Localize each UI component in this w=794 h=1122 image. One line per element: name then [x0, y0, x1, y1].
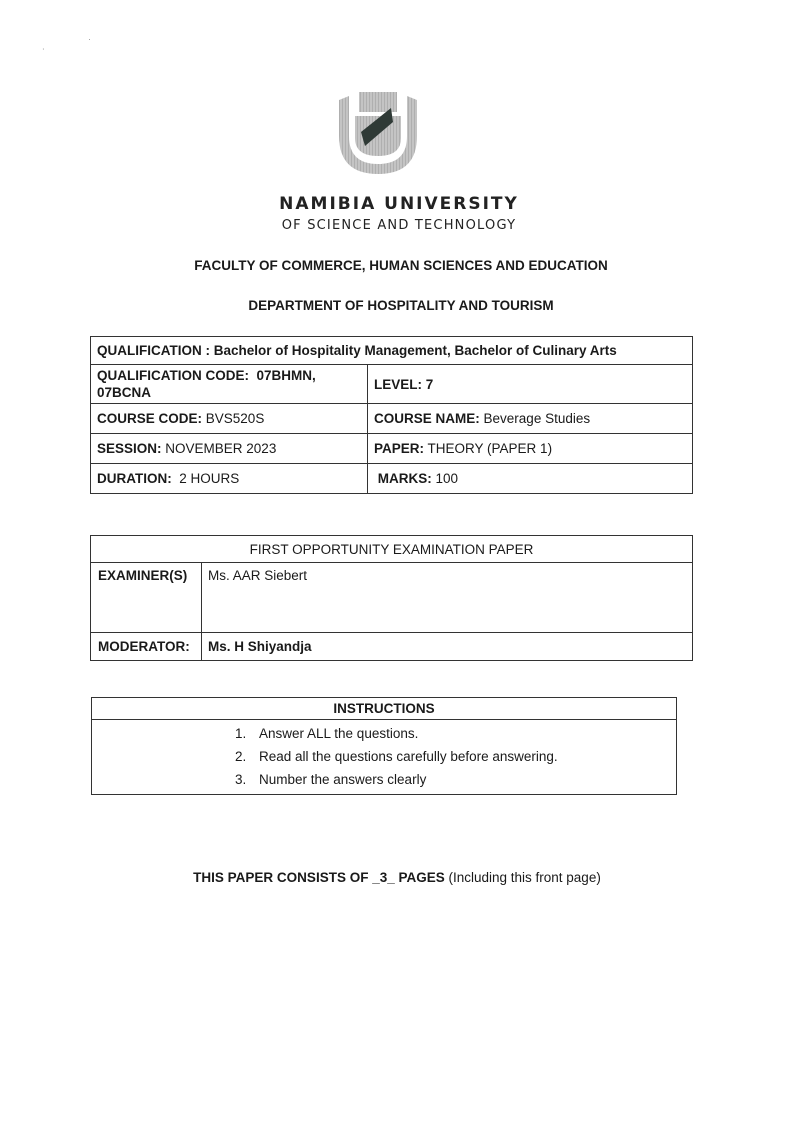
- moderator-value: Ms. H Shiyandja: [202, 633, 693, 661]
- instruction-number: 1.: [235, 726, 247, 741]
- paper-label: PAPER:: [374, 441, 425, 456]
- instruction-item: [92, 722, 676, 745]
- faculty-heading: FACULTY OF COMMERCE, HUMAN SCIENCES AND EDUCATION: [194, 258, 608, 273]
- session-label: SESSION:: [97, 441, 162, 456]
- level-cell: [368, 365, 693, 404]
- university-name: NAMIBIA UNIVERSITY: [279, 194, 519, 214]
- university-subtitle: OF SCIENCE AND TECHNOLOGY: [281, 218, 517, 233]
- duration-label: DURATION:: [97, 471, 172, 486]
- scan-speck: ·: [88, 34, 91, 44]
- session-cell: [91, 434, 368, 464]
- qualification-cell: QUALIFICATION : Bachelor of Hospitality Management, Bachelor of Culinary Arts: [91, 337, 693, 365]
- paper-value: THEORY (PAPER 1): [427, 441, 553, 456]
- instruction-number: 3.: [235, 772, 247, 787]
- course-name-cell: [368, 404, 693, 434]
- qualification-code-value: 07BHMN, 07BCNA: [97, 368, 316, 400]
- level-value: 7: [425, 376, 434, 392]
- examination-table: [90, 535, 693, 661]
- page-count-rest: (Including this front page): [444, 870, 601, 885]
- instruction-text: Answer ALL the questions.: [259, 726, 419, 741]
- instruction-item: [92, 768, 676, 791]
- marks-value: 100: [435, 471, 459, 486]
- instruction-number: 2.: [235, 749, 247, 764]
- instructions-list: [92, 720, 676, 794]
- qualification-code-cell: [91, 365, 368, 404]
- course-name-value: Beverage Studies: [483, 411, 591, 426]
- page-count-note: [0, 870, 794, 885]
- page-count-bold: THIS PAPER CONSISTS OF _3_ PAGES: [193, 870, 445, 885]
- level-label: LEVEL:: [374, 376, 423, 392]
- moderator-label: MODERATOR:: [91, 633, 202, 661]
- department-heading: DEPARTMENT OF HOSPITALITY AND TOURISM: [248, 298, 554, 313]
- instruction-item: [92, 745, 676, 768]
- qualification-table: [90, 336, 693, 494]
- duration-value: 2 HOURS: [179, 471, 240, 486]
- examiner-label: EXAMINER(S): [91, 563, 202, 633]
- instructions-table: [91, 697, 677, 795]
- marks-cell: [368, 464, 693, 494]
- exam-paper-title: FIRST OPPORTUNITY EXAMINATION PAPER: [91, 536, 693, 563]
- paper-cell: [368, 434, 693, 464]
- examiner-value: Ms. AAR Siebert: [202, 563, 693, 633]
- university-logo: [333, 86, 423, 178]
- instruction-text: Number the answers clearly: [259, 772, 427, 787]
- course-code-value: BVS520S: [205, 411, 265, 426]
- duration-cell: [91, 464, 368, 494]
- session-value: NOVEMBER 2023: [165, 441, 277, 456]
- scan-speck: ⸒: [42, 40, 45, 50]
- instruction-text: Read all the questions carefully before answering.: [259, 749, 558, 764]
- instructions-body: [92, 720, 677, 795]
- course-name-label: COURSE NAME:: [374, 411, 480, 426]
- instructions-title: INSTRUCTIONS: [92, 698, 677, 720]
- qualification-code-label: QUALIFICATION CODE:: [97, 368, 249, 383]
- course-code-label: COURSE CODE:: [97, 411, 203, 426]
- course-code-cell: [91, 404, 368, 434]
- marks-label: MARKS:: [377, 471, 432, 486]
